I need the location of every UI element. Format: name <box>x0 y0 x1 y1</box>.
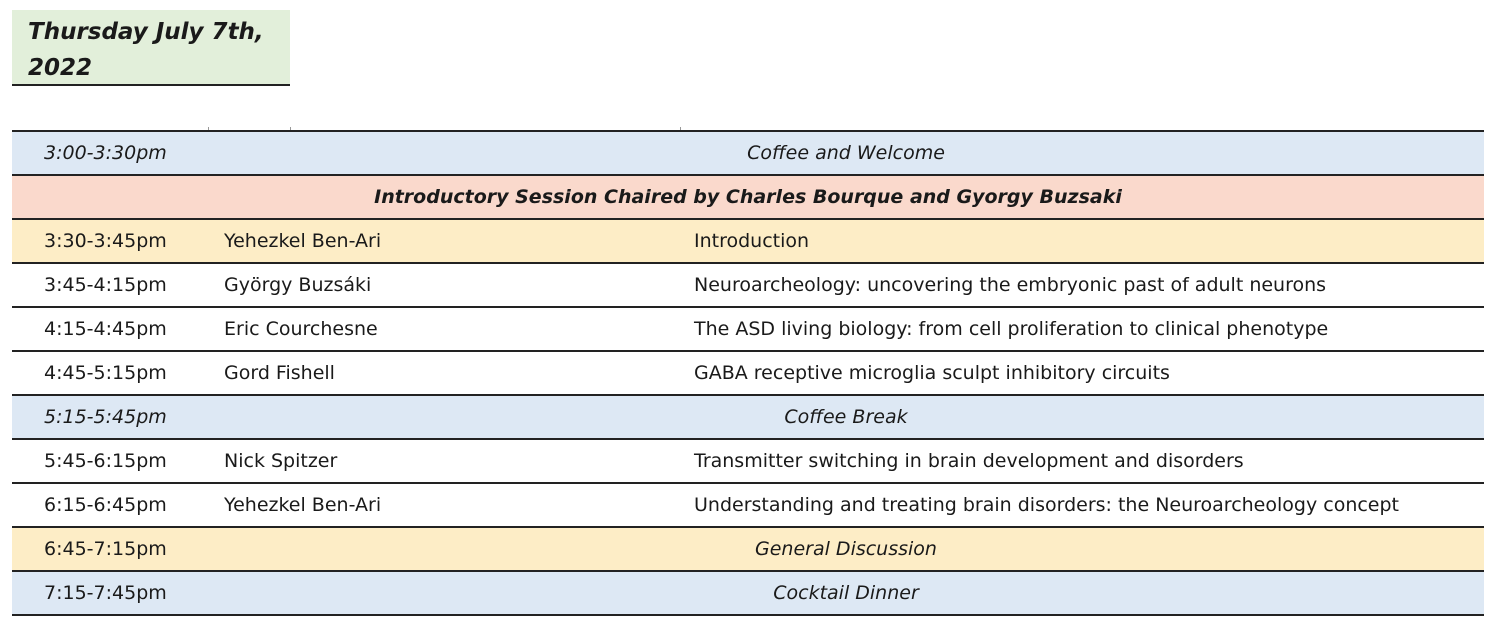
date-heading-line1: Thursday July 7th, <box>28 19 264 45</box>
speaker-cell: Yehezkel Ben-Ari <box>224 494 382 516</box>
time-cell: 3:00-3:30pm <box>44 142 167 164</box>
speaker-cell: György Buzsáki <box>224 274 372 296</box>
talk-title-cell: Understanding and treating brain disorders: the Neuroarcheology concept <box>694 494 1400 516</box>
time-cell: 4:45-5:15pm <box>44 362 167 384</box>
schedule-row-cocktail-dinner <box>12 572 1484 616</box>
time-cell: 3:45-4:15pm <box>44 274 167 296</box>
time-cell: 5:15-5:45pm <box>44 406 167 428</box>
time-cell: 6:15-6:45pm <box>44 494 167 516</box>
schedule-row-coffee-break <box>12 396 1484 440</box>
session-title: Introductory Session Chaired by Charles Bourque and Gyorgy Buzsaki <box>374 186 1122 208</box>
event-cell: General Discussion <box>755 538 937 560</box>
schedule-row <box>12 440 1484 484</box>
event-cell: Cocktail Dinner <box>773 582 919 604</box>
talk-title-cell: Neuroarcheology: uncovering the embryonic past of adult neurons <box>694 274 1327 296</box>
time-cell: 7:15-7:45pm <box>44 582 167 604</box>
schedule-row-general-discussion <box>12 528 1484 572</box>
speaker-cell: Eric Courchesne <box>224 318 378 340</box>
schedule-row <box>12 484 1484 528</box>
event-cell: Coffee Break <box>784 406 908 428</box>
schedule-row <box>12 220 1484 264</box>
speaker-cell: Gord Fishell <box>224 362 335 384</box>
schedule-table <box>12 130 1484 616</box>
schedule-row <box>12 308 1484 352</box>
schedule-row <box>12 352 1484 396</box>
schedule-row <box>12 264 1484 308</box>
time-cell: 6:45-7:15pm <box>44 538 167 560</box>
speaker-cell: Nick Spitzer <box>224 450 338 472</box>
talk-title-cell: Transmitter switching in brain development and disorders <box>694 450 1244 472</box>
time-cell: 4:15-4:45pm <box>44 318 167 340</box>
talk-title-cell: GABA receptive microglia sculpt inhibitory circuits <box>694 362 1170 384</box>
date-heading-line2: 2022 <box>28 55 93 81</box>
talk-title-cell: Introduction <box>694 230 810 252</box>
time-cell: 5:45-6:15pm <box>44 450 167 472</box>
event-cell: Coffee and Welcome <box>747 142 945 164</box>
talk-title-cell: The ASD living biology: from cell proliferation to clinical phenotype <box>694 318 1329 340</box>
time-cell: 3:30-3:45pm <box>44 230 167 252</box>
date-heading <box>12 10 290 86</box>
session-header-row <box>12 176 1484 220</box>
schedule-row-coffee-welcome <box>12 132 1484 176</box>
speaker-cell: Yehezkel Ben-Ari <box>224 230 382 252</box>
